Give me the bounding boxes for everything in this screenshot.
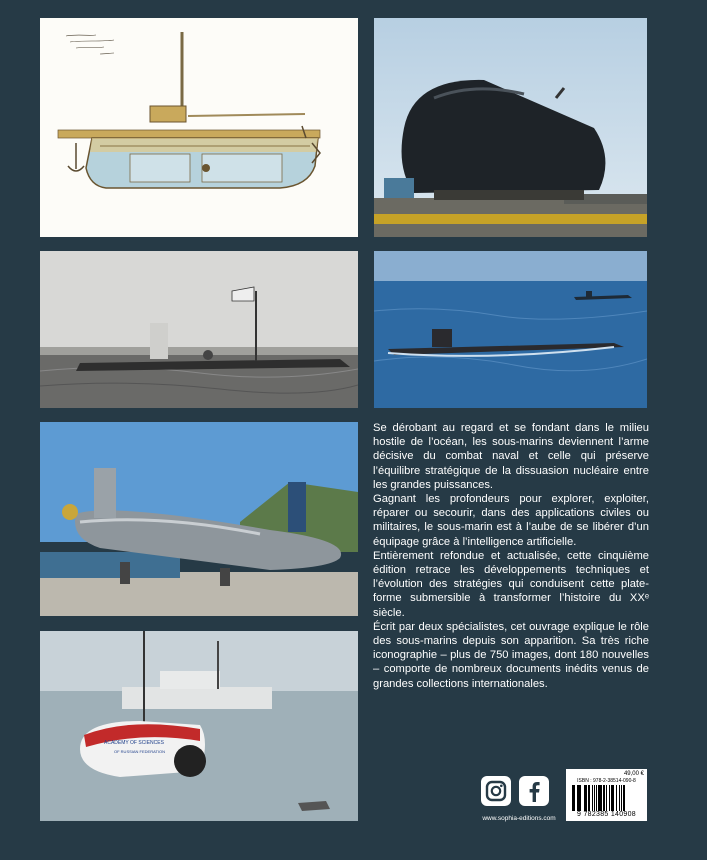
facebook-icon[interactable] (519, 776, 549, 806)
submarines-at-sea (374, 251, 647, 408)
museum-submarine (40, 422, 358, 616)
isbn: ISBN : 978-2-38514-090-8 (577, 778, 636, 784)
submarine-drawing-image (40, 18, 358, 237)
barcode-bar (625, 785, 626, 811)
black-submarine-image (374, 18, 647, 237)
instagram-icon[interactable] (481, 776, 511, 806)
submarines-at-sea-image (374, 251, 647, 408)
vessel-label-line1: ACADEMY OF SCIENCES (104, 740, 164, 746)
publisher-website[interactable]: www.sophia-editions.com (482, 815, 556, 822)
blurb-paragraph: Se dérobant au regard et se fondant dans le milieu hostile de l’océan, les sous-marins deviennent l’arme décisive du combat naval et celle qui préserve l’équilibre stratégique de la dissuasion nucléaire entre les grandes puissances. (373, 422, 649, 491)
submersible-ship-image (40, 631, 358, 821)
barcode-box (566, 769, 647, 821)
blurb-paragraph: Écrit par deux spécialistes, cet ouvrage explique le rôle des sous-marins depuis son apparition. Sa très riche iconographie – plus de 750 images, dont 180 nouvelles – comporte de nombreux documents inédits venus de grandes collections internationales. (373, 620, 649, 690)
museum-submarine-image (40, 422, 358, 616)
blurb-paragraph: Entièrement refondue et actualisée, cette cinquième édition retrace les développements techniques et l’évolution des stratégies qui conduisent cette plate-forme submersible à transformer l’histoire du XXᵉ siècle. (373, 549, 649, 619)
submarine-drawing (40, 18, 358, 237)
price: 49,00 € (623, 771, 644, 777)
submersible-ship (40, 631, 358, 821)
vessel-label-line2: OF RUSSIAN FEDERATION (114, 749, 166, 754)
barcode (572, 785, 641, 811)
black-submarine (374, 18, 647, 237)
historic-submarine-photo (40, 251, 358, 408)
ean-number: 9 782385 140908 (577, 811, 636, 818)
historic-submarine (40, 251, 358, 408)
blurb-paragraph: Gagnant les profondeurs pour explorer, exploiter, réparer ou secourir, dans des applications civiles ou militaires, le sous-marin est à l’aube de se libérer d’un équipage grâce à l’intelligence artificielle. (373, 493, 649, 548)
back-cover-blurb (373, 421, 649, 691)
